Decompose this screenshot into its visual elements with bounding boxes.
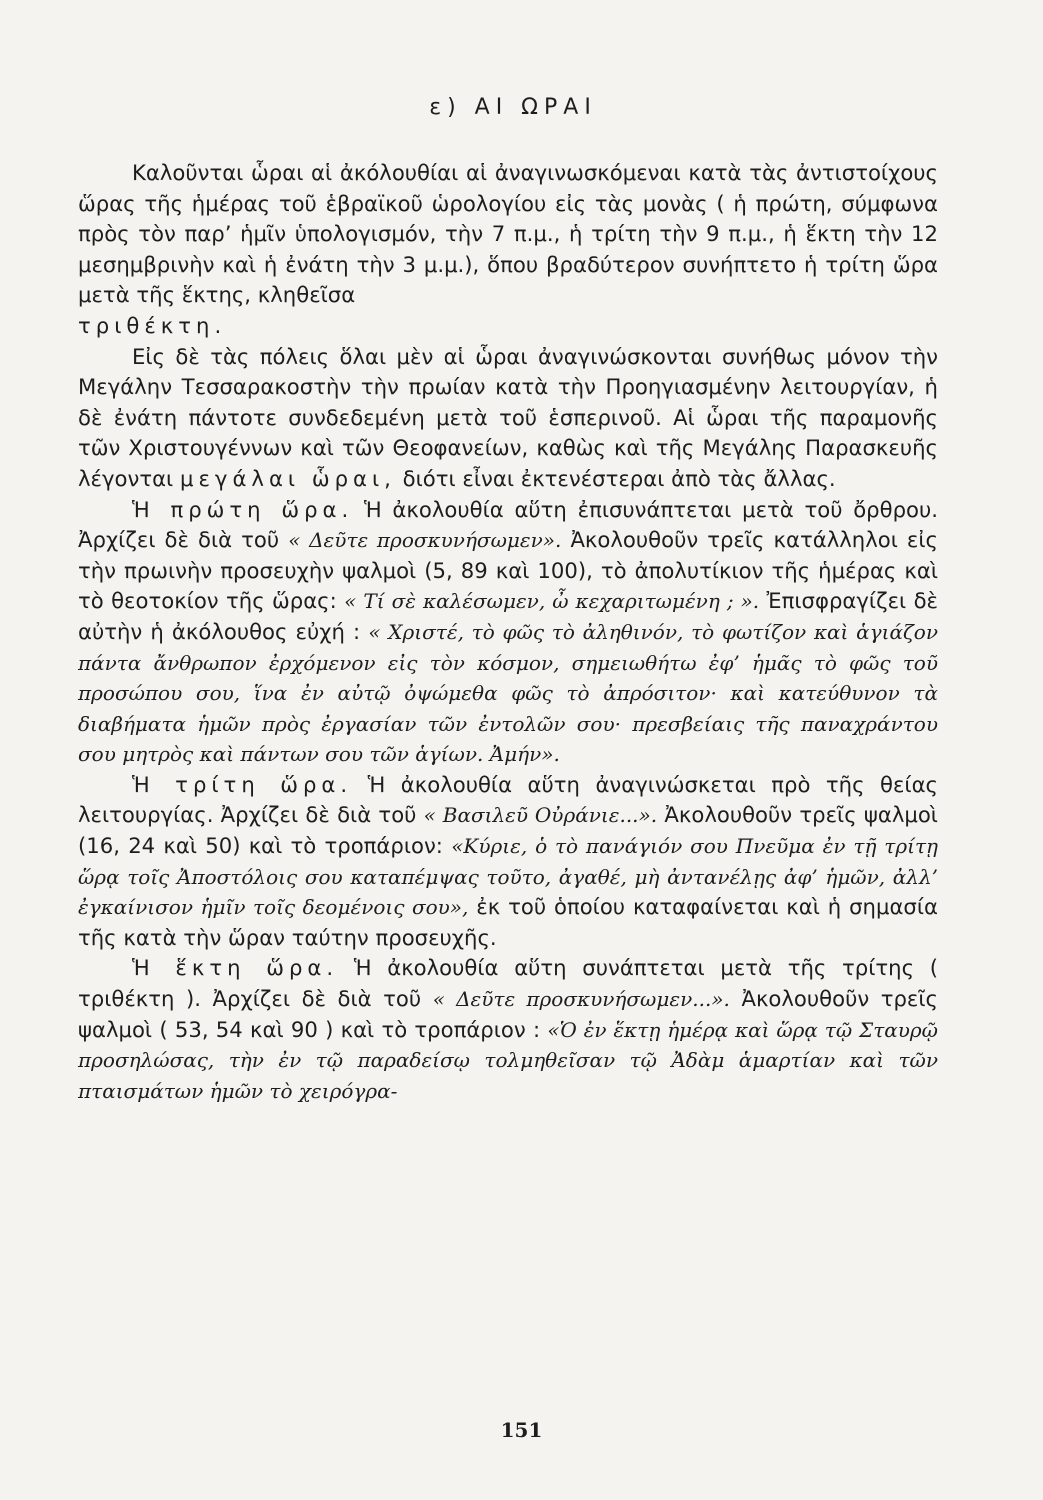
sixth-hour-title: Ἡ ἕκτη ὥρα. <box>132 955 339 981</box>
first-hour-quote-1: « Δεῦτε προσκυνήσωμεν». <box>288 528 562 553</box>
paragraph-cities <box>78 342 938 495</box>
sixth-hour-quote-1: « Δεῦτε προσκυνήσωμεν...». <box>432 987 730 1012</box>
cities-text-1: Εἰς δὲ τὰς πόλεις ὅλαι μὲν αἱ ὧραι ἀναγινώσκονται συνήθως μόνον τὴν Μεγάλην Τεσσαρακοστὴν τὴν πρωίαν κατὰ τὴν Προηγιασμένην λειτουργίαν, ἡ δὲ ἐνάτη πάντοτε συνδεδεμένη μετὰ τοῦ ἑσπερινοῦ. Αἱ ὧραι τῆς παραμονῆς τῶν Χριστουγέννων καὶ τῶν Θεοφανείων, καθὼς καὶ τῆς Μεγάλης Παρασκευῆς λέγονται <box>78 343 938 491</box>
third-hour-text-2: Ἀκολουθοῦν τρεῖς ψαλμοὶ (16, 24 καὶ 50) καὶ τὸ τροπάριον: <box>78 802 938 859</box>
paragraph-sixth-hour <box>78 953 938 1106</box>
page-body <box>78 95 938 1106</box>
first-hour-text-1: Ἡ ἀκολουθία αὕτη ἐπισυνάπτεται μετὰ τοῦ ὄρθρου. Ἀρχίζει δὲ διὰ τοῦ <box>78 496 938 553</box>
sixth-hour-text-1: Ἡ ἀκολουθία αὕτη συνάπτεται μετὰ τῆς τρίτης ( τριθέκτη ). Ἀρχίζει δὲ διὰ τοῦ <box>78 955 938 1012</box>
intro-text: Καλοῦνται ὧραι αἱ ἀκόλουθίαι αἱ ἀναγινωσκόμεναι κατὰ τὰς ἀντιστοίχους ὥρας τῆς ἡμέρας τοῦ ἑβραϊκοῦ ὡρολογίου εἰς τὰς μονὰς ( ἡ πρώτη, σύμφωνα πρὸς τὸν παρ’ ἡμῖν ὑπολογισμόν, τὴν 7 π.μ., ἡ τρίτη τὴν 9 π.μ., ἡ ἕκτη τὴν 12 μεσημβρινὴν καὶ ἡ ἐνάτη τὴν 3 μ.μ.), ὅπου βραδύτερον συνήπτετο ἡ τρίτη ὥρα μετὰ τῆς ἕκτης, κληθεῖσα <box>78 160 938 308</box>
third-hour-text-1: Ἡ ἀκολουθία αὕτη ἀναγινώσκεται πρὸ τῆς θείας λειτουργίας. Ἀρχίζει δὲ διὰ τοῦ <box>78 771 938 828</box>
third-hour-quote-1: « Βασιλεῦ Οὐράνιε...». <box>423 803 658 828</box>
paragraph-first-hour <box>78 495 938 770</box>
first-hour-text-3: Ἐπισφραγίζει δὲ αὐτὴν ἡ ἀκόλουθος εὐχή : <box>78 588 939 644</box>
section-heading: ε) ΑΙ ΩΡΑΙ <box>429 95 597 120</box>
first-hour-text-2: Ἀκολουθοῦν τρεῖς κατάλληλοι εἰς τὴν πρωινὴν προσευχὴν ψαλμοὶ (5, 89 καὶ 100), τὸ ἀπολυτίκιον τῆς ἡμέρας καὶ τὸ θεοτοκίον τῆς ὥρας: <box>78 527 938 614</box>
third-hour-text-3: ἐκ τοῦ ὁποίου καταφαίνεται καὶ ἡ σημασία τῆς κατὰ τὴν ὥραν ταύτην προσευχῆς. <box>78 894 938 950</box>
sixth-hour-troparion: «Ὁ ἐν ἕκτῃ ἡμέρᾳ καὶ ὥρᾳ τῷ Σταυρῷ προσηλώσας, τὴν ἐν τῷ παραδείσῳ τολμηθεῖσαν τῷ Ἀδὰμ ἁμαρτίαν καὶ τῶν πταισμάτων ἡμῶν τὸ χειρόγρα- <box>78 1017 938 1103</box>
cities-text-2: διότι εἶναι ἐκτενέστεραι ἀπὸ τὰς ἄλλας. <box>402 465 836 491</box>
first-hour-title: Ἡ πρώτη ὥρα. <box>132 496 354 522</box>
sixth-hour-text-2: Ἀκολουθοῦν τρεῖς ψαλμοὶ ( 53, 54 καὶ 90 ) καὶ τὸ τροπάριον : <box>78 986 938 1042</box>
first-hour-prayer: « Χριστέ, τὸ φῶς τὸ ἀληθινόν, τὸ φωτίζον καὶ ἁγιάζον πάντα ἄνθρωπον ἐρχόμενον εἰς τὸν κόσμον, σημειωθήτω ἐφ’ ἡμᾶς τὸ φῶς τοῦ προσώπου σου, ἵνα ἐν αὐτῷ ὀψώμεθα φῶς τὸ ἀπρόσιτον· καὶ κατεύθυνον τὰ διαβήματα ἡμῶν πρὸς ἐργασίαν τῶν ἐντολῶν σου· πρεσβείαις τῆς παναχράντου σου μητρὸς καὶ πάντων σου τῶν ἁγίων. Ἀμήν». <box>78 619 938 767</box>
paragraph-intro <box>78 158 938 342</box>
paragraph-third-hour <box>78 770 938 954</box>
third-hour-title: Ἡ τρίτη ὥρα. <box>132 771 353 797</box>
third-hour-troparion: «Κύριε, ὁ τὸ πανάγιόν σου Πνεῦμα ἐν τῇ τρίτῃ ὥρᾳ τοῖς Ἀποστόλοις σου καταπέμψας τοῦτο, ἀγαθέ, μὴ ἀντανέλῃς ἀφ’ ἡμῶν, ἀλλ’ ἐγκαίνισον ἡμῖν τοῖς δεομένοις σου», <box>78 834 938 920</box>
page-number: 151 <box>500 1418 543 1442</box>
term-megalai-orai: μεγάλαι ὧραι, <box>179 465 396 491</box>
first-hour-quote-2: « Τί σὲ καλέσωμεν, ὦ κεχαριτωμένη ; ». <box>344 589 760 614</box>
term-trithekti: τριθέκτη. <box>78 312 227 338</box>
